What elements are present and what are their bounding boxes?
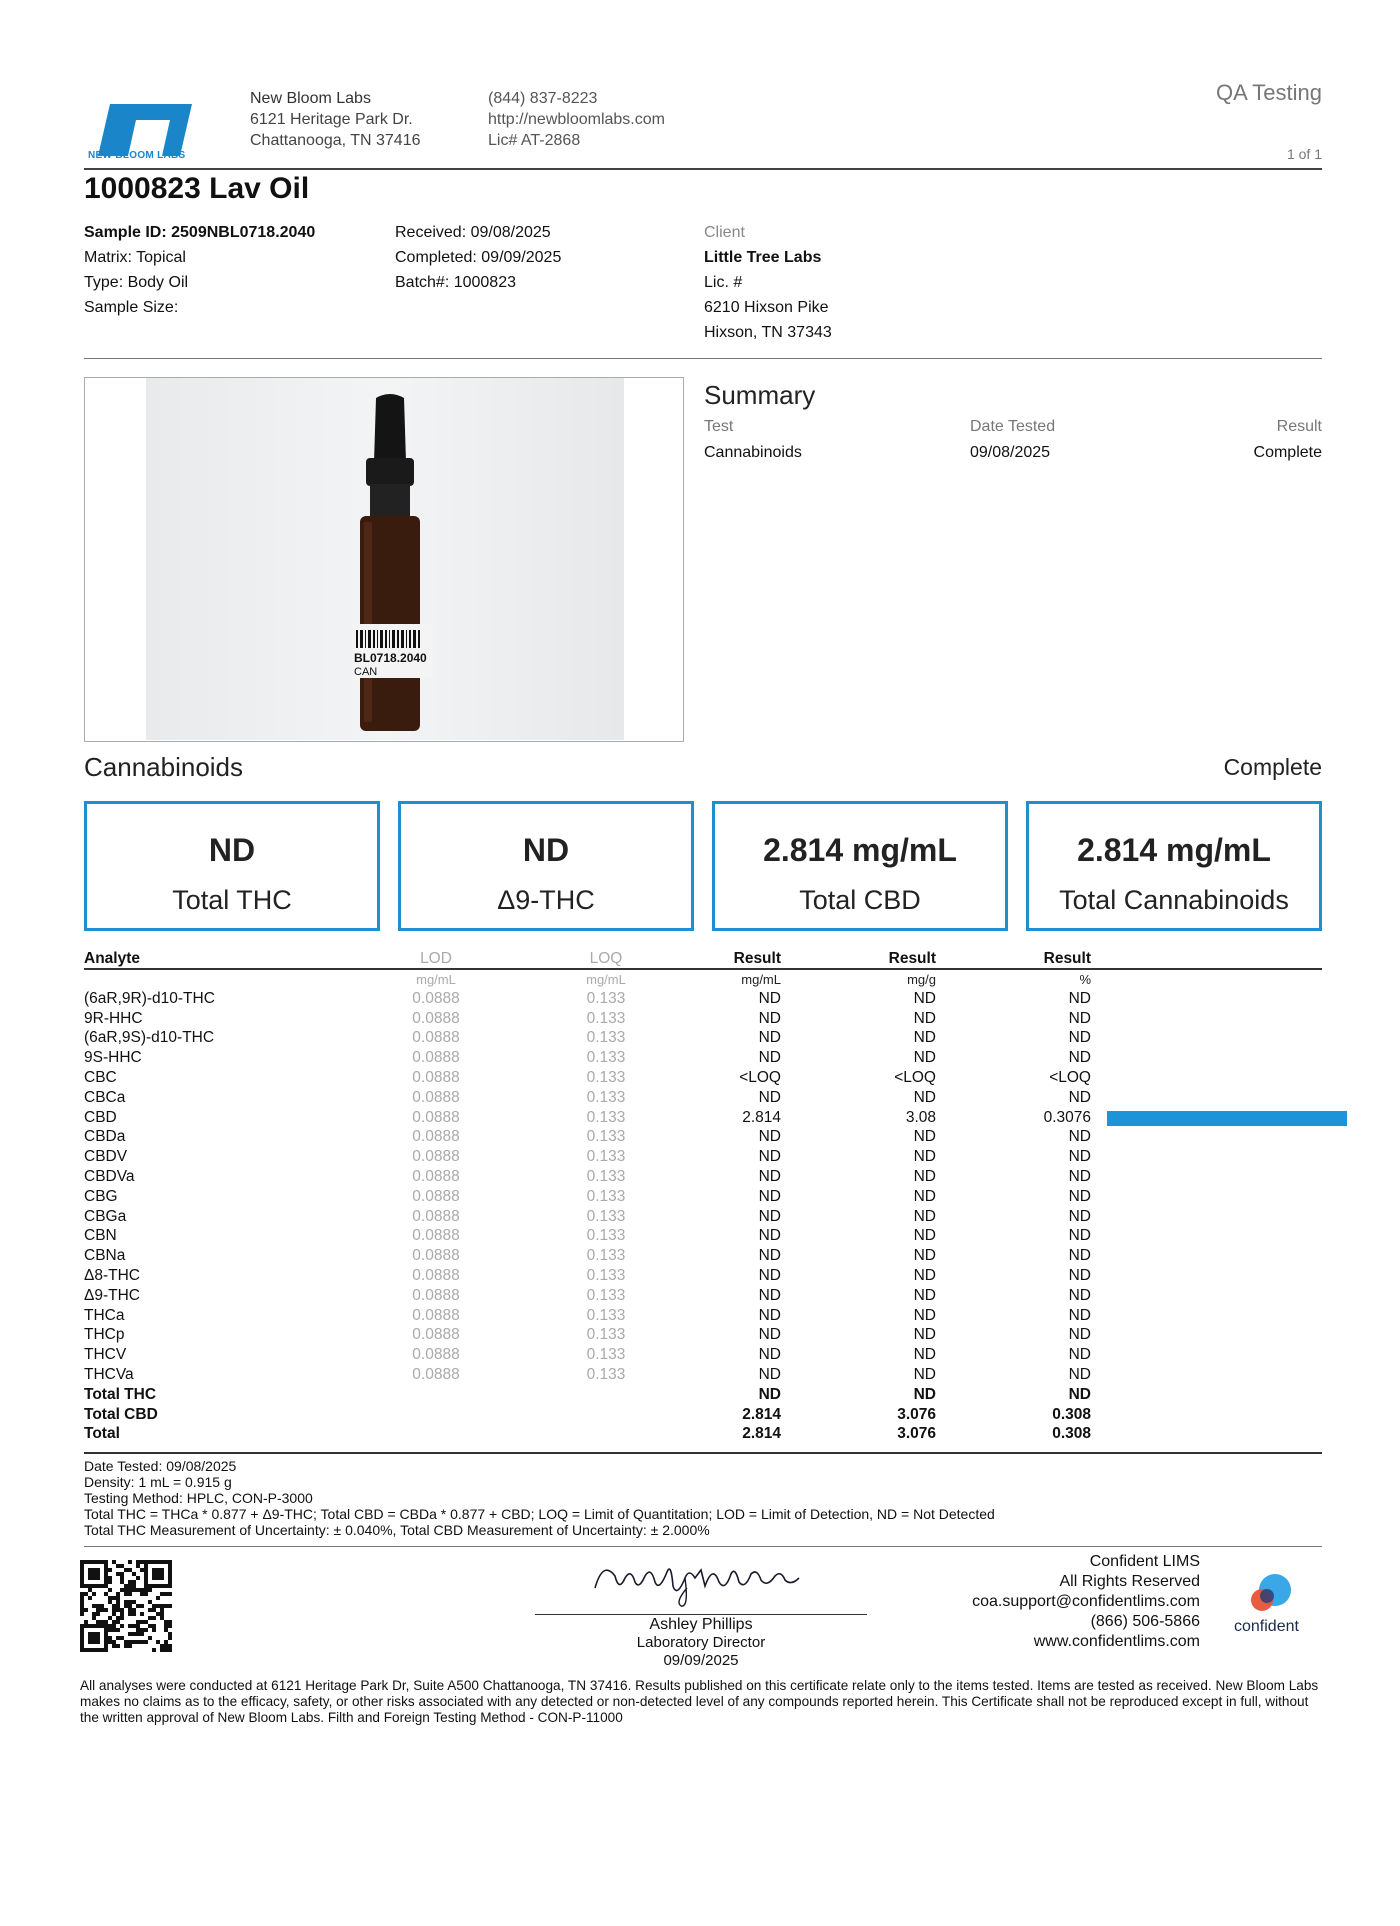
note-formulas: Total THC = THCa * 0.877 + Δ9-THC; Total CBD = CBDa * 0.877 + CBD; LOQ = Limit of Quantitation; LOD = Limit of Detection, ND = Not Detected <box>84 1506 995 1522</box>
header-analyte: Analyte <box>84 950 140 967</box>
analyte-name: Δ9-THC <box>84 1286 140 1304</box>
analyte-table-units <box>84 970 1322 989</box>
analyte-result-mgg: ND <box>913 1128 936 1146</box>
total-row <box>84 1425 1322 1445</box>
table-row <box>84 1187 1322 1207</box>
analyte-result-pct: ND <box>1068 1009 1091 1027</box>
lims-phone: (866) 506-5866 <box>1090 1613 1200 1630</box>
analyte-name: CBC <box>84 1069 117 1087</box>
analyte-result-pct: ND <box>1068 1346 1091 1364</box>
analyte-loq: 0.133 <box>586 1207 626 1225</box>
analyte-result-mgg: ND <box>913 1207 936 1225</box>
total-cannabinoids-box <box>1026 801 1322 931</box>
analyte-bar-cell <box>1091 1326 1322 1346</box>
signatory-date: 09/09/2025 <box>663 1652 739 1669</box>
unit-result-mgml: mg/mL <box>741 972 781 987</box>
analyte-result-mgml: ND <box>758 1326 781 1344</box>
sample-dates <box>395 220 561 295</box>
summary-table <box>704 414 1322 466</box>
analyte-name: CBDVa <box>84 1168 135 1186</box>
analyte-name: CBG <box>84 1187 118 1205</box>
analyte-result-mgg: ND <box>913 1247 936 1265</box>
bottle-label-sub: CAN <box>354 666 378 678</box>
analyte-loq: 0.133 <box>586 1148 626 1166</box>
summary-title: Summary <box>704 380 816 410</box>
analyte-name: CBD <box>84 1108 117 1126</box>
document-type: QA Testing <box>1216 80 1322 105</box>
table-row <box>84 1108 1322 1128</box>
signature <box>585 1548 825 1608</box>
total-cbd-value: 2.814 mg/mL <box>763 832 957 868</box>
total-bar-cell <box>1091 1405 1322 1425</box>
analyte-name: CBDV <box>84 1148 128 1166</box>
analyte-result-mgml: ND <box>758 1267 781 1285</box>
analyte-bar-cell <box>1091 1088 1322 1108</box>
note-density: Density: 1 mL = 0.915 g <box>84 1474 232 1490</box>
analyte-name: CBNa <box>84 1247 126 1265</box>
total-result-mgg: 3.076 <box>897 1405 936 1423</box>
analyte-bar-cell <box>1091 989 1322 1009</box>
analyte-lod: 0.0888 <box>412 1069 460 1087</box>
analyte-result-mgg: ND <box>913 1227 936 1245</box>
analyte-lod: 0.0888 <box>412 1148 460 1166</box>
total-cbd-label: Total CBD <box>799 885 921 915</box>
analyte-bar-cell <box>1091 1266 1322 1286</box>
analyte-loq: 0.133 <box>586 1227 626 1245</box>
analyte-result-mgg: ND <box>913 1306 936 1324</box>
analyte-loq: 0.133 <box>586 1049 626 1067</box>
page-number: 1 of 1 <box>1286 146 1322 162</box>
table-row <box>84 1345 1322 1365</box>
analyte-name: (6aR,9S)-d10-THC <box>84 1029 215 1047</box>
analyte-lod: 0.0888 <box>412 1366 460 1384</box>
header-loq: LOQ <box>589 950 623 967</box>
unit-result-mgg: mg/g <box>907 972 936 987</box>
analyte-lod: 0.0888 <box>412 1247 460 1265</box>
total-row <box>84 1385 1322 1405</box>
client-info <box>704 220 832 345</box>
analyte-loq: 0.133 <box>586 1286 626 1304</box>
total-name: Total CBD <box>84 1405 158 1423</box>
table-row <box>84 1048 1322 1068</box>
summary-result: Complete <box>1253 444 1322 461</box>
d9-thc-label: Δ9-THC <box>497 885 595 915</box>
analyte-loq: 0.133 <box>586 1108 626 1126</box>
analyte-bar-cell <box>1091 1345 1322 1365</box>
total-result-pct: ND <box>1068 1385 1091 1403</box>
analyte-result-pct: 0.3076 <box>1043 1108 1091 1126</box>
confident-logo-text: confident <box>1234 1618 1299 1635</box>
total-result-mgml: 2.814 <box>742 1405 781 1423</box>
analyte-table <box>84 948 1322 1444</box>
analyte-result-mgml: ND <box>758 1029 781 1047</box>
signatory-name: Ashley Phillips <box>649 1616 753 1633</box>
summary-test: Cannabinoids <box>704 444 802 461</box>
analyte-name: THCV <box>84 1346 127 1364</box>
total-bar-cell <box>1091 1385 1322 1405</box>
lims-email[interactable]: coa.support@confidentlims.com <box>972 1593 1200 1610</box>
analyte-bar-cell <box>1091 1167 1322 1187</box>
analyte-result-mgml: ND <box>758 1247 781 1265</box>
analyte-result-mgg: ND <box>913 1326 936 1344</box>
total-result-mgml: 2.814 <box>742 1425 781 1443</box>
unit-result-pct: % <box>1079 972 1091 987</box>
analyte-result-pct: ND <box>1068 1049 1091 1067</box>
table-row <box>84 1246 1322 1266</box>
sample-id: Sample ID: 2509NBL0718.2040 <box>84 224 316 241</box>
analyte-bar-cell <box>1091 1246 1322 1266</box>
analyte-result-mgml: ND <box>758 1306 781 1324</box>
lims-name: Confident LIMS <box>1089 1553 1200 1570</box>
header-lod: LOD <box>420 950 452 967</box>
analyte-loq: 0.133 <box>586 1247 626 1265</box>
total-thc-value: ND <box>208 832 256 868</box>
sample-type: Type: Body Oil <box>84 274 189 291</box>
analyte-loq: 0.133 <box>586 1267 626 1285</box>
analyte-result-mgml: ND <box>758 1227 781 1245</box>
analyte-bar-cell <box>1091 1187 1322 1207</box>
analyte-bar-cell <box>1091 1365 1322 1385</box>
analyte-result-mgml: ND <box>758 1286 781 1304</box>
analyte-result-pct: ND <box>1068 989 1091 1007</box>
lims-info <box>972 1552 1200 1652</box>
analyte-result-mgg: ND <box>913 1168 936 1186</box>
header-result-pct: Result <box>1043 950 1091 967</box>
analyte-result-mgml: ND <box>758 1168 781 1186</box>
analyte-result-pct: <LOQ <box>1049 1069 1091 1087</box>
analyte-name: CBN <box>84 1227 117 1245</box>
signatory-title: Laboratory Director <box>636 1634 766 1651</box>
analyte-lod: 0.0888 <box>412 1267 460 1285</box>
analyte-name: THCa <box>84 1306 125 1324</box>
lims-rights: All Rights Reserved <box>1059 1573 1200 1590</box>
total-cbd-box <box>712 801 1008 931</box>
summary-header-date: Date Tested <box>970 418 1056 435</box>
note-date-tested: Date Tested: 09/08/2025 <box>84 1458 237 1474</box>
summary-header-test: Test <box>704 418 734 435</box>
analyte-name: THCp <box>84 1326 125 1344</box>
disclaimer: All analyses were conducted at 6121 Heritage Park Dr, Suite A500 Chattanooga, TN 37416. Results published on this certificate relate only to the items tested. Items are tested as received. New Bloom Labs makes no claims as to the efficacy, safety, or other risks associated with any detected or non-detected level of any compounds reported herein. This Certificate shall not be reproduced except in full, without the written approval of New Bloom Labs. Filth and Foreign Testing Method - CON-P-11000 <box>80 1678 1319 1725</box>
analyte-name: 9R-HHC <box>84 1009 143 1027</box>
table-bottom-rule <box>84 1452 1322 1454</box>
analyte-result-mgg: ND <box>913 1286 936 1304</box>
analyte-result-mgg: ND <box>913 1009 936 1027</box>
header-divider <box>84 168 1322 170</box>
signatory-info <box>535 1616 867 1670</box>
note-method: Testing Method: HPLC, CON-P-3000 <box>84 1490 313 1506</box>
analyte-lod: 0.0888 <box>412 1049 460 1067</box>
lab-contact <box>488 88 665 151</box>
analyte-lod: 0.0888 <box>412 1286 460 1304</box>
analyte-loq: 0.133 <box>586 1128 626 1146</box>
confident-logo-icon <box>1245 1572 1297 1616</box>
analyte-result-mgg: ND <box>913 1346 936 1364</box>
analyte-result-pct: ND <box>1068 1148 1091 1166</box>
lab-name: New Bloom Labs <box>250 90 371 107</box>
total-row <box>84 1405 1322 1425</box>
total-thc-box <box>84 801 380 931</box>
analyte-result-mgg: ND <box>913 1049 936 1067</box>
analyte-result-mgml: ND <box>758 1187 781 1205</box>
table-row <box>84 1326 1322 1346</box>
analyte-result-pct: ND <box>1068 1247 1091 1265</box>
analyte-lod: 0.0888 <box>412 1009 460 1027</box>
analyte-lod: 0.0888 <box>412 1187 460 1205</box>
analyte-result-mgg: ND <box>913 1187 936 1205</box>
analyte-result-mgml: <LOQ <box>739 1069 781 1087</box>
analyte-result-mgml: ND <box>758 1207 781 1225</box>
analyte-bar-cell <box>1091 1207 1322 1227</box>
table-row <box>84 1207 1322 1227</box>
lab-address-line2: Chattanooga, TN 37416 <box>250 132 421 149</box>
completed-date: Completed: 09/09/2025 <box>395 249 562 266</box>
summary-header-row <box>704 414 1322 440</box>
total-result-mgg: 3.076 <box>897 1425 936 1443</box>
analyte-result-mgml: ND <box>758 1346 781 1364</box>
table-row <box>84 1088 1322 1108</box>
received-date: Received: 09/08/2025 <box>395 224 551 241</box>
analyte-lod: 0.0888 <box>412 1326 460 1344</box>
signature-line <box>535 1614 867 1615</box>
table-row <box>84 1068 1322 1088</box>
analyte-result-pct: ND <box>1068 1029 1091 1047</box>
analyte-loq: 0.133 <box>586 1187 626 1205</box>
analyte-result-mgml: ND <box>758 1009 781 1027</box>
total-cannabinoids-label: Total Cannabinoids <box>1059 885 1289 915</box>
analyte-lod: 0.0888 <box>412 1088 460 1106</box>
analyte-result-mgg: ND <box>913 1029 936 1047</box>
analyte-result-mgml: ND <box>758 1148 781 1166</box>
analyte-result-pct: ND <box>1068 1168 1091 1186</box>
summary-date: 09/08/2025 <box>970 444 1051 461</box>
analyte-rows <box>84 989 1322 1444</box>
analyte-result-mgg: <LOQ <box>894 1069 936 1087</box>
analyte-name: Δ8-THC <box>84 1267 140 1285</box>
analyte-result-pct: ND <box>1068 1187 1091 1205</box>
cannabinoids-title: Cannabinoids <box>84 752 244 782</box>
analyte-result-mgml: ND <box>758 1366 781 1384</box>
client-address-line1: 6210 Hixson Pike <box>704 299 829 316</box>
analyte-lod: 0.0888 <box>412 1306 460 1324</box>
table-row <box>84 1147 1322 1167</box>
lab-website[interactable]: http://newbloomlabs.com <box>488 111 665 128</box>
total-result-pct: 0.308 <box>1052 1405 1091 1423</box>
d9-thc-box <box>398 801 694 931</box>
table-row <box>84 1128 1322 1148</box>
analyte-result-mgg: ND <box>913 1088 936 1106</box>
cannabinoids-status: Complete <box>1223 754 1322 780</box>
total-result-mgml: ND <box>758 1385 781 1403</box>
analyte-loq: 0.133 <box>586 1366 626 1384</box>
analyte-lod: 0.0888 <box>412 1128 460 1146</box>
table-row <box>84 1029 1322 1049</box>
analyte-result-mgg: ND <box>913 989 936 1007</box>
lab-info <box>250 88 421 151</box>
analyte-result-pct: ND <box>1068 1088 1091 1106</box>
notes-divider <box>84 1546 1322 1547</box>
table-row <box>84 1365 1322 1385</box>
logo-text: NEW BLOOM LABS <box>88 150 186 161</box>
table-row <box>84 989 1322 1009</box>
analyte-bar-cell <box>1091 1048 1322 1068</box>
total-name: Total THC <box>84 1385 157 1403</box>
analyte-loq: 0.133 <box>586 1009 626 1027</box>
analyte-result-mgg: ND <box>913 1366 936 1384</box>
test-notes <box>84 1458 995 1538</box>
analyte-result-pct: ND <box>1068 1227 1091 1245</box>
analyte-bar-cell <box>1091 1068 1322 1088</box>
summary-row <box>704 440 1322 466</box>
analyte-loq: 0.133 <box>586 1326 626 1344</box>
dropper-bottle-image <box>330 392 450 737</box>
sample-size: Sample Size: <box>84 299 179 316</box>
analyte-loq: 0.133 <box>586 1306 626 1324</box>
analyte-result-pct: ND <box>1068 1326 1091 1344</box>
analyte-name: THCVa <box>84 1366 134 1384</box>
analyte-lod: 0.0888 <box>412 1168 460 1186</box>
note-uncertainty: Total THC Measurement of Uncertainty: ± 0.040%, Total CBD Measurement of Uncertainty: ± 2.000% <box>84 1522 710 1538</box>
table-row <box>84 1009 1322 1029</box>
analyte-result-mgml: ND <box>758 1128 781 1146</box>
analyte-result-pct: ND <box>1068 1366 1091 1384</box>
total-result-pct: 0.308 <box>1052 1425 1091 1443</box>
analyte-name: CBGa <box>84 1207 127 1225</box>
analyte-loq: 0.133 <box>586 1029 626 1047</box>
analyte-bar-cell <box>1091 1108 1322 1128</box>
analyte-result-mgg: ND <box>913 1148 936 1166</box>
total-thc-label: Total THC <box>172 885 292 915</box>
analyte-lod: 0.0888 <box>412 1108 460 1126</box>
analyte-result-bar <box>1107 1111 1347 1126</box>
analyte-lod: 0.0888 <box>412 1346 460 1364</box>
qr-code[interactable] <box>80 1560 172 1652</box>
analyte-bar-cell <box>1091 1306 1322 1326</box>
lab-address-line1: 6121 Heritage Park Dr. <box>250 111 413 128</box>
header-result-mgg: Result <box>888 950 936 967</box>
lab-license: Lic# AT-2868 <box>488 132 581 149</box>
lab-phone: (844) 837-8223 <box>488 90 598 107</box>
total-name: Total <box>84 1425 120 1443</box>
analyte-result-mgml: ND <box>758 989 781 1007</box>
d9-thc-value: ND <box>522 832 570 868</box>
product-title: 1000823 Lav Oil <box>84 172 310 205</box>
analyte-bar-cell <box>1091 1128 1322 1148</box>
summary-header-result: Result <box>1276 418 1322 435</box>
analyte-lod: 0.0888 <box>412 1029 460 1047</box>
analyte-result-mgml: ND <box>758 1088 781 1106</box>
analyte-bar-cell <box>1091 1009 1322 1029</box>
table-row <box>84 1286 1322 1306</box>
analyte-lod: 0.0888 <box>412 1207 460 1225</box>
analyte-result-pct: ND <box>1068 1128 1091 1146</box>
total-cannabinoids-value: 2.814 mg/mL <box>1077 832 1271 868</box>
analyte-bar-cell <box>1091 1029 1322 1049</box>
total-result-mgg: ND <box>913 1385 936 1403</box>
table-row <box>84 1167 1322 1187</box>
meta-divider <box>84 358 1322 359</box>
analyte-result-mgg: 3.08 <box>905 1108 936 1126</box>
analyte-name: 9S-HHC <box>84 1049 142 1067</box>
analyte-result-pct: ND <box>1068 1207 1091 1225</box>
bottle-label-id: BL0718.2040 <box>354 651 427 665</box>
table-row <box>84 1227 1322 1247</box>
analyte-result-mgml: 2.814 <box>742 1108 781 1126</box>
unit-lod: mg/mL <box>416 972 456 987</box>
analyte-result-mgml: ND <box>758 1049 781 1067</box>
unit-loq: mg/mL <box>586 972 626 987</box>
total-bar-cell <box>1091 1425 1322 1445</box>
client-license: Lic. # <box>704 274 743 291</box>
analyte-result-pct: ND <box>1068 1306 1091 1324</box>
analyte-loq: 0.133 <box>586 1088 626 1106</box>
sample-matrix: Matrix: Topical <box>84 249 186 266</box>
analyte-name: CBCa <box>84 1088 126 1106</box>
header-result-mgml: Result <box>733 950 781 967</box>
client-name: Little Tree Labs <box>704 249 822 266</box>
batch-number: Batch#: 1000823 <box>395 274 516 291</box>
analyte-lod: 0.0888 <box>412 989 460 1007</box>
analyte-loq: 0.133 <box>586 1168 626 1186</box>
lims-website[interactable]: www.confidentlims.com <box>1033 1633 1200 1650</box>
analyte-bar-cell <box>1091 1286 1322 1306</box>
analyte-name: (6aR,9R)-d10-THC <box>84 989 215 1007</box>
analyte-name: CBDa <box>84 1128 126 1146</box>
table-row <box>84 1306 1322 1326</box>
analyte-table-header <box>84 948 1322 970</box>
analyte-bar-cell <box>1091 1147 1322 1167</box>
analyte-loq: 0.133 <box>586 1346 626 1364</box>
analyte-loq: 0.133 <box>586 989 626 1007</box>
analyte-result-mgg: ND <box>913 1267 936 1285</box>
analyte-loq: 0.133 <box>586 1069 626 1087</box>
client-address-line2: Hixson, TN 37343 <box>704 324 832 341</box>
sample-info <box>84 220 315 320</box>
client-label: Client <box>704 224 745 241</box>
table-row <box>84 1266 1322 1286</box>
analyte-lod: 0.0888 <box>412 1227 460 1245</box>
analyte-result-pct: ND <box>1068 1267 1091 1285</box>
analyte-bar-cell <box>1091 1227 1322 1247</box>
analyte-result-pct: ND <box>1068 1286 1091 1304</box>
